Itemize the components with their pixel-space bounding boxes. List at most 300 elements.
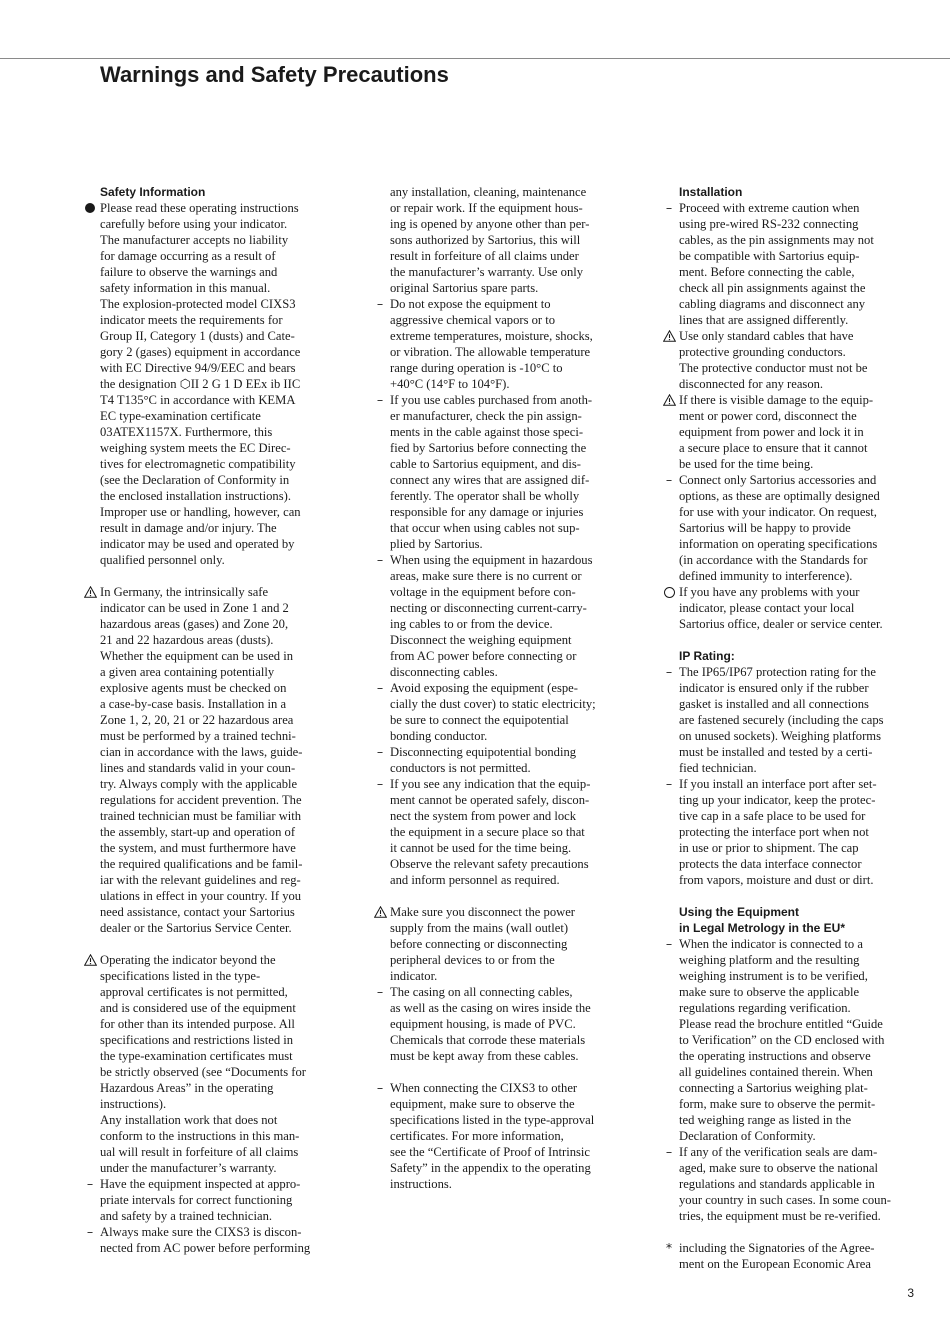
text-line — [100, 1032, 340, 1048]
line-text: indicator is ensured only if the rubber — [679, 681, 869, 695]
line-text: areas, make sure there is no current or — [390, 569, 582, 583]
text-line — [665, 200, 919, 216]
text-line — [679, 552, 919, 568]
text-line — [100, 808, 340, 824]
line-text: regulations regarding verification. — [679, 1001, 851, 1015]
line-text: 03ATEX1157X. Furthermore, this — [100, 425, 273, 439]
line-text: the enclosed installation instructions). — [100, 489, 291, 503]
line-text: explosive agents must be checked on — [100, 681, 287, 695]
text-line — [679, 568, 919, 584]
line-text: that occur when using cables not sup- — [390, 521, 580, 535]
line-text: The protective conductor must not be — [679, 361, 868, 375]
line-text: ted weighing range as listed in the — [679, 1113, 852, 1127]
text-line — [679, 232, 919, 248]
text-line — [100, 776, 340, 792]
text-line — [100, 696, 340, 712]
line-text: as well as the casing on wires inside the — [390, 1001, 591, 1015]
text-line — [100, 1048, 340, 1064]
text-line — [390, 712, 630, 728]
text-line — [390, 824, 630, 840]
line-text: equipment housing, is made of PVC. — [390, 1017, 576, 1031]
line-text: (in accordance with the Standards for — [679, 553, 868, 567]
text-line — [100, 312, 340, 328]
line-text: nect the system from power and lock — [390, 809, 577, 823]
text-line — [100, 456, 340, 472]
text-line — [390, 344, 630, 360]
footnote-asterisk: * — [665, 1240, 673, 1255]
text-line — [100, 1000, 340, 1016]
text-line — [679, 424, 919, 440]
text-line — [679, 872, 919, 888]
line-text: and inform personnel as required. — [390, 873, 560, 887]
line-text: fied by Sartorius before connecting the — [390, 441, 587, 455]
text-line — [390, 1128, 630, 1144]
line-text: a secure place to ensure that it cannot — [679, 441, 868, 455]
text-line — [679, 1112, 919, 1128]
line-text: Whether the equipment can be used in — [100, 649, 294, 663]
line-text: Make sure you disconnect the power — [390, 905, 576, 919]
line-text: aggressive chemical vapors or to — [390, 313, 556, 327]
bullet-dot-icon — [83, 200, 97, 216]
line-text: Avoid exposing the equipment (espe- — [390, 681, 578, 695]
text-line — [679, 328, 919, 344]
text-line — [679, 696, 919, 712]
line-text: original Sartorius spare parts. — [390, 281, 539, 295]
text-line — [100, 472, 340, 488]
line-text: fied technician. — [679, 761, 757, 775]
text-line — [100, 248, 340, 264]
line-text: specifications listed in the type-approval — [390, 1113, 595, 1127]
line-text: must be installed and tested by a certi- — [679, 745, 873, 759]
line-text: Please read the brochure entitled “Guide — [679, 1017, 883, 1031]
text-line — [679, 1208, 919, 1224]
text-line — [390, 696, 630, 712]
text-line — [679, 744, 919, 760]
text-line — [390, 440, 630, 456]
text-line — [376, 680, 630, 696]
text-line — [390, 648, 630, 664]
text-line — [100, 632, 340, 648]
line-text: options, as these are optimally designed — [679, 489, 880, 503]
dash-bullet: – — [665, 664, 673, 679]
text-line — [679, 600, 919, 616]
line-text: tives for electromagnetic compatibility — [100, 457, 296, 471]
line-text: Sartorius office, dealer or service center. — [679, 617, 883, 631]
text-line — [100, 360, 340, 376]
heading-text: Installation — [679, 185, 743, 199]
line-text: lines that are assigned differently. — [679, 313, 849, 327]
text-line — [390, 328, 630, 344]
text-line — [100, 1016, 340, 1032]
line-text: see the “Certificate of Proof of Intrinsic — [390, 1145, 591, 1159]
text-line — [100, 392, 340, 408]
line-text: Use only standard cables that have — [679, 329, 854, 343]
line-text: defined immunity to interference). — [679, 569, 853, 583]
text-line — [390, 280, 630, 296]
line-text: Have the equipment inspected at appro- — [100, 1177, 301, 1191]
text-line — [100, 1160, 340, 1176]
line-text: If you see any indication that the equip- — [390, 777, 591, 791]
text-line — [100, 1128, 340, 1144]
line-text: voltage in the equipment before con- — [390, 585, 576, 599]
text-line — [679, 408, 919, 424]
text-line — [100, 984, 340, 1000]
line-text: in use or prior to shipment. The cap — [679, 841, 859, 855]
line-text: carefully before using your indicator. — [100, 217, 288, 231]
line-text: iar with the relevant guidelines and reg- — [100, 873, 301, 887]
line-text: conform to the instructions in this man- — [100, 1129, 300, 1143]
line-text: indicator meets the requirements for — [100, 313, 283, 327]
line-text: from vapors, moisture and dust or dirt. — [679, 873, 874, 887]
text-line — [390, 1144, 630, 1160]
line-text: ment on the European Economic Area — [679, 1257, 871, 1271]
text-line — [679, 344, 919, 360]
line-text: weighing platform and the resulting — [679, 953, 860, 967]
line-text: try. Always comply with the applicable — [100, 777, 298, 791]
line-text: a case-by-case basis. Installation in a — [100, 697, 287, 711]
text-line — [679, 264, 919, 280]
line-text: specifications listed in the type- — [100, 969, 261, 983]
warning-icon — [662, 328, 676, 344]
text-line — [376, 296, 630, 312]
text-line — [679, 440, 919, 456]
line-text: hazardous areas (gases) and Zone 20, — [100, 617, 289, 631]
text-line — [679, 1032, 919, 1048]
text-line — [390, 792, 630, 808]
line-text: conductors is not permitted. — [390, 761, 531, 775]
line-text: Zone 1, 2, 20, 21 or 22 hazardous area — [100, 713, 294, 727]
text-line — [390, 424, 630, 440]
text-line — [665, 1144, 919, 1160]
text-line — [376, 552, 630, 568]
line-text: weighing instrument is to be verified, — [679, 969, 868, 983]
text-line — [390, 1112, 630, 1128]
text-line — [390, 872, 630, 888]
text-line — [390, 1016, 630, 1032]
info-circle-icon — [662, 584, 676, 600]
text-line — [100, 840, 340, 856]
line-text: lines and standards valid in your coun- — [100, 761, 296, 775]
page-number: 3 — [907, 1286, 914, 1300]
line-text: connect any wires that are assigned dif- — [390, 473, 590, 487]
text-line — [390, 632, 630, 648]
line-text: (see the Declaration of Conformity in — [100, 473, 290, 487]
line-text: or repair work. If the equipment hous- — [390, 201, 583, 215]
text-line — [679, 584, 919, 600]
line-text: tries, the equipment must be re-verified. — [679, 1209, 881, 1223]
line-text: regulations and standards applicable in — [679, 1177, 875, 1191]
line-text: Proceed with extreme caution when — [679, 201, 860, 215]
dash-bullet: – — [376, 392, 384, 407]
dash-bullet: – — [665, 936, 673, 951]
line-text: cables, as the pin assignments may not — [679, 233, 874, 247]
line-text: result in forfeiture of all claims under — [390, 249, 579, 263]
line-text: Sartorius will be happy to provide — [679, 521, 851, 535]
text-line — [100, 600, 340, 616]
text-line — [86, 1176, 340, 1192]
text-line — [390, 456, 630, 472]
text-line — [100, 408, 340, 424]
text-line — [390, 1000, 630, 1016]
text-line — [100, 856, 340, 872]
line-text: for use with your indicator. On request, — [679, 505, 877, 519]
line-text: any installation, cleaning, maintenance — [390, 185, 587, 199]
line-text: 21 and 22 hazardous areas (dusts). — [100, 633, 274, 647]
text-line — [100, 1192, 340, 1208]
line-text: indicator can be used in Zone 1 and 2 — [100, 601, 289, 615]
text-line — [100, 552, 340, 568]
line-text: safety information in this manual. — [100, 281, 271, 295]
line-text: cially the dust cover) to static electricity; — [390, 697, 596, 711]
text-line — [390, 856, 630, 872]
line-text: under the manufacturer’s warranty. — [100, 1161, 277, 1175]
text-line — [86, 1224, 340, 1240]
line-text: Connect only Sartorius accessories and — [679, 473, 877, 487]
line-text: including the Signatories of the Agree- — [679, 1241, 875, 1255]
line-text: The explosion-protected model CIXS3 — [100, 297, 296, 311]
text-line — [390, 1096, 630, 1112]
line-text: check all pin assignments against the — [679, 281, 866, 295]
text-line — [679, 1256, 919, 1272]
dash-bullet: – — [665, 776, 673, 791]
line-text: approval certificates is not permitted, — [100, 985, 288, 999]
text-line — [100, 488, 340, 504]
line-text: trained technician must be familiar with — [100, 809, 302, 823]
line-text: When the indicator is connected to a — [679, 937, 863, 951]
column-right — [665, 184, 919, 1272]
text-line — [390, 808, 630, 824]
warning-icon — [83, 952, 97, 968]
warning-icon — [373, 904, 387, 920]
text-line — [100, 280, 340, 296]
line-text: EC type-examination certificate — [100, 409, 261, 423]
line-text: must be kept away from these cables. — [390, 1049, 579, 1063]
text-line — [679, 968, 919, 984]
text-line — [100, 536, 340, 552]
text-line — [100, 1208, 340, 1224]
heading-text: in Legal Metrology in the EU* — [679, 921, 846, 935]
text-line — [100, 1080, 340, 1096]
text-line — [100, 680, 340, 696]
text-line — [679, 1016, 919, 1032]
line-text: If you install an interface port after set- — [679, 777, 877, 791]
line-text: priate intervals for correct functioning — [100, 1193, 293, 1207]
section-heading — [100, 184, 340, 200]
line-text: ual will result in forfeiture of all claims — [100, 1145, 299, 1159]
text-line — [376, 744, 630, 760]
dash-bullet: – — [86, 1224, 94, 1239]
text-line — [679, 856, 919, 872]
top-rule — [0, 58, 950, 59]
line-text: instructions). — [100, 1097, 167, 1111]
text-line — [390, 216, 630, 232]
text-line — [390, 472, 630, 488]
column-middle — [376, 184, 630, 1192]
line-text: before connecting or disconnecting — [390, 937, 568, 951]
line-text: ing cables to or from the device. — [390, 617, 553, 631]
text-line — [679, 360, 919, 376]
text-line — [390, 616, 630, 632]
section-heading — [679, 184, 919, 200]
text-line — [679, 280, 919, 296]
text-line — [390, 1176, 630, 1192]
line-text: cian in accordance with the laws, guide- — [100, 745, 303, 759]
line-text: When connecting the CIXS3 to other — [390, 1081, 578, 1095]
dash-bullet: – — [665, 200, 673, 215]
text-line — [679, 808, 919, 824]
dash-bullet: – — [376, 1080, 384, 1095]
text-line — [390, 536, 630, 552]
line-text: weighing system meets the EC Direc- — [100, 441, 291, 455]
text-line — [390, 664, 630, 680]
text-line — [679, 712, 919, 728]
line-text: the manufacturer’s warranty. Use only — [390, 265, 584, 279]
text-line — [679, 504, 919, 520]
text-line — [679, 1192, 919, 1208]
line-text: regulations for accident prevention. The — [100, 793, 302, 807]
text-line — [100, 744, 340, 760]
text-line — [679, 840, 919, 856]
page-title: Warnings and Safety Precautions — [100, 62, 449, 87]
line-text: the type-examination certificates must — [100, 1049, 293, 1063]
paragraph-gap — [390, 1064, 630, 1080]
line-text: specifications and restrictions listed in — [100, 1033, 294, 1047]
text-line — [679, 536, 919, 552]
line-text: equipment from power and lock it in — [679, 425, 864, 439]
text-line — [100, 648, 340, 664]
line-text: range during operation is -10°C to — [390, 361, 563, 375]
line-text: dealer or the Sartorius Service Center. — [100, 921, 292, 935]
line-text: Always make sure the CIXS3 is discon- — [100, 1225, 302, 1239]
line-text: Chemicals that corrode these materials — [390, 1033, 586, 1047]
text-line — [390, 1160, 630, 1176]
line-text: need assistance, contact your Sartorius — [100, 905, 295, 919]
line-text: ing is opened by anyone other than per- — [390, 217, 590, 231]
text-line — [376, 776, 630, 792]
section-heading — [679, 920, 919, 936]
line-text: or vibration. The allowable temperature — [390, 345, 591, 359]
line-text: bonding conductor. — [390, 729, 488, 743]
line-text: Safety” in the appendix to the operating — [390, 1161, 591, 1175]
line-text: using pre-wired RS-232 connecting — [679, 217, 859, 231]
text-line — [100, 728, 340, 744]
line-text: Improper use or handling, however, can — [100, 505, 301, 519]
text-line — [100, 616, 340, 632]
text-line — [679, 760, 919, 776]
line-text: be used for the time being. — [679, 457, 814, 471]
line-text: extreme temperatures, moisture, shocks, — [390, 329, 593, 343]
dash-bullet: – — [86, 1176, 94, 1191]
text-line — [679, 376, 919, 392]
text-line — [390, 312, 630, 328]
text-line — [390, 584, 630, 600]
text-line — [679, 1064, 919, 1080]
line-text: it cannot be used for the time being. — [390, 841, 572, 855]
line-text: and safety by a trained technician. — [100, 1209, 273, 1223]
line-text: Please read these operating instructions — [100, 201, 299, 215]
line-text: ments in the cable against those speci- — [390, 425, 584, 439]
text-line — [665, 936, 919, 952]
line-text: Operating the indicator beyond the — [100, 953, 276, 967]
text-line — [390, 184, 630, 200]
text-line — [679, 1000, 919, 1016]
text-line — [679, 312, 919, 328]
text-line — [679, 792, 919, 808]
text-line — [100, 200, 340, 216]
text-line — [100, 1064, 340, 1080]
paragraph-gap — [679, 632, 919, 648]
text-line — [390, 920, 630, 936]
text-line — [100, 216, 340, 232]
text-line — [100, 824, 340, 840]
line-text: for damage occurring as a result of — [100, 249, 276, 263]
line-text: indicator. — [390, 969, 438, 983]
dash-bullet: – — [376, 744, 384, 759]
text-line — [390, 1048, 630, 1064]
text-line — [100, 1096, 340, 1112]
text-line — [679, 1048, 919, 1064]
text-line — [100, 520, 340, 536]
line-text: When using the equipment in hazardous — [390, 553, 593, 567]
line-text: make sure to observe the applicable — [679, 985, 860, 999]
text-line — [100, 344, 340, 360]
line-text: Hazardous Areas” in the operating — [100, 1081, 274, 1095]
line-text: aged, make sure to observe the national — [679, 1161, 878, 1175]
text-line — [100, 904, 340, 920]
text-line — [390, 488, 630, 504]
heading-text: Safety Information — [100, 185, 206, 199]
line-text: Disconnecting equipotential bonding — [390, 745, 577, 759]
text-line — [679, 616, 919, 632]
text-line — [665, 776, 919, 792]
line-text: If you have any problems with your — [679, 585, 860, 599]
text-line — [100, 760, 340, 776]
text-line — [390, 840, 630, 856]
text-line — [390, 936, 630, 952]
text-line — [376, 984, 630, 1000]
line-text: and is considered use of the equipment — [100, 1001, 296, 1015]
line-text: gory 2 (gases) equipment in accordance — [100, 345, 301, 359]
line-text: the equipment in a secure place so that — [390, 825, 585, 839]
line-text: be strictly observed (see “Documents for — [100, 1065, 306, 1079]
line-text: The IP65/IP67 protection rating for the — [679, 665, 876, 679]
text-line — [679, 216, 919, 232]
line-text: be sure to connect the equipotential — [390, 713, 569, 727]
line-text: disconnecting cables. — [390, 665, 498, 679]
text-line — [100, 296, 340, 312]
text-line — [390, 760, 630, 776]
line-text: Do not expose the equipment to — [390, 297, 551, 311]
line-text: The casing on all connecting cables, — [390, 985, 573, 999]
text-line — [100, 888, 340, 904]
line-text: be compatible with Sartorius equip- — [679, 249, 860, 263]
text-line — [665, 1240, 919, 1256]
text-line — [390, 504, 630, 520]
line-text: your country in such cases. In some coun- — [679, 1193, 891, 1207]
line-text: on unused sockets). Weighing platforms — [679, 729, 881, 743]
line-text: with EC Directive 94/9/EEC and bears — [100, 361, 296, 375]
text-line — [679, 392, 919, 408]
paragraph-gap — [679, 1224, 919, 1240]
dash-bullet: – — [376, 984, 384, 999]
text-line — [679, 680, 919, 696]
text-line — [390, 728, 630, 744]
line-text: ferently. The operator shall be wholly — [390, 489, 580, 503]
line-text: qualified personnel only. — [100, 553, 225, 567]
paragraph-gap — [390, 888, 630, 904]
text-line — [679, 1096, 919, 1112]
text-line — [100, 1112, 340, 1128]
